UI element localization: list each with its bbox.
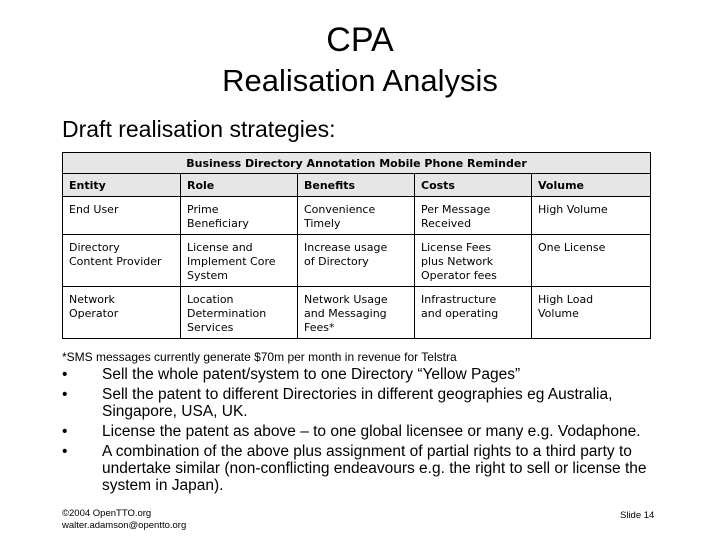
column-header-costs: Costs <box>415 174 532 197</box>
table-cell: Prime Beneficiary <box>181 197 298 235</box>
table-cell: High Volume <box>532 197 651 235</box>
table-cell: Directory Content Provider <box>63 235 181 287</box>
table-cell: Location Determination Services <box>181 287 298 339</box>
list-item <box>62 386 672 420</box>
table-row <box>63 197 651 235</box>
table-cell: High Load Volume <box>532 287 651 339</box>
column-header-volume: Volume <box>532 174 651 197</box>
table-cell: Convenience Timely <box>298 197 415 235</box>
table-cell: License and Implement Core System <box>181 235 298 287</box>
bullet-icon: • <box>62 366 68 383</box>
table-cell: End User <box>63 197 181 235</box>
list-item-text: License the patent as above – to one global licensee or many e.g. Vodaphone. <box>102 423 641 440</box>
list-item <box>62 423 672 440</box>
footnote: *SMS messages currently generate $70m per month in revenue for Telstra <box>62 350 457 364</box>
section-heading: Draft realisation strategies: <box>62 116 336 142</box>
column-header-benefits: Benefits <box>298 174 415 197</box>
column-header-entity: Entity <box>63 174 181 197</box>
table-cell: Infrastructure and operating <box>415 287 532 339</box>
table-cell: Increase usage of Directory <box>298 235 415 287</box>
table-cell: Network Usage and Messaging Fees* <box>298 287 415 339</box>
table-row <box>63 235 651 287</box>
table-cell: Network Operator <box>63 287 181 339</box>
table-caption: Business Directory Annotation Mobile Phone Reminder <box>63 153 651 174</box>
list-item <box>62 366 672 383</box>
bullet-icon: • <box>62 386 68 403</box>
table-cell: One License <box>532 235 651 287</box>
column-header-role: Role <box>181 174 298 197</box>
table-row <box>63 287 651 339</box>
realisation-table <box>62 152 651 339</box>
slide-title: CPA <box>326 21 394 59</box>
table-cell: License Fees plus Network Operator fees <box>415 235 532 287</box>
list-item-text: Sell the patent to different Directories in different geographies eg Australia, Singapore, USA, UK. <box>102 386 613 420</box>
bullet-icon: • <box>62 423 68 440</box>
list-item-text: Sell the whole patent/system to one Directory “Yellow Pages” <box>102 366 521 383</box>
list-item <box>62 443 672 494</box>
list-item-text: A combination of the above plus assignment of partial rights to a third party to undertake similar (non-conflicting endeavours e.g. the right to sell or license the system in Japan). <box>102 443 647 494</box>
bullet-icon: • <box>62 443 68 460</box>
slide-number: Slide 14 <box>620 510 655 521</box>
table-cell: Per Message Received <box>415 197 532 235</box>
footer-copyright: ©2004 OpenTTO.org <box>62 508 152 519</box>
footer-email: walter.adamson@opentto.org <box>62 520 187 531</box>
footer-credits <box>62 508 186 532</box>
slide-subtitle: Realisation Analysis <box>222 63 498 98</box>
strategy-list <box>62 366 672 497</box>
